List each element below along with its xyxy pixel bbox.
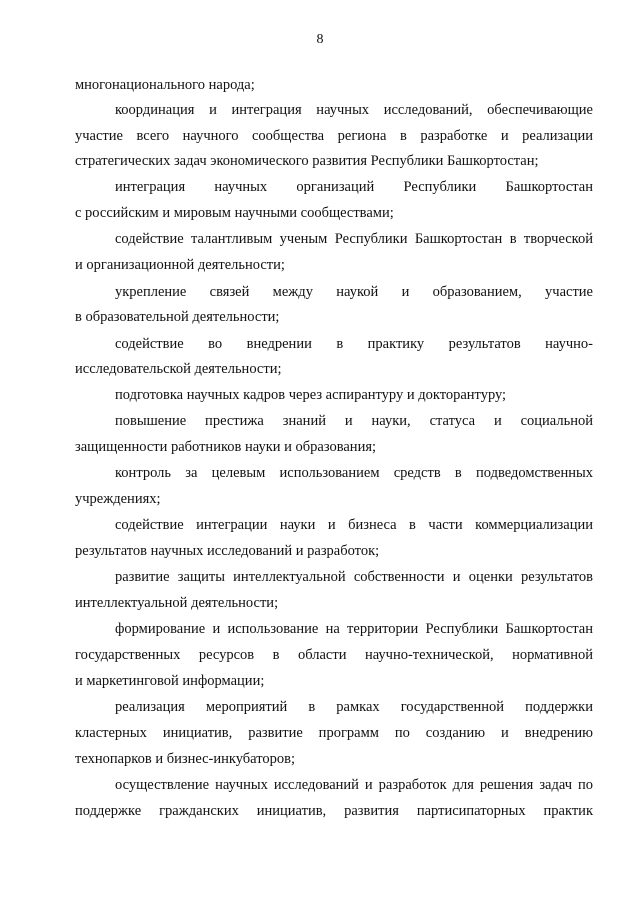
text-line: развитие защиты интеллектуальной собственности и оценки результатов (115, 569, 593, 585)
text-line: с российским и мировым научными сообществами; (75, 205, 394, 221)
text-line: защищенности работников науки и образования; (75, 439, 377, 455)
text-line: повышение престижа знаний и науки, статуса и социальной (115, 413, 593, 429)
text-line: поддержке гражданских инициатив, развития партисипаторных практик (75, 803, 593, 819)
text-line: кластерных инициатив, развитие программ по созданию и внедрению (75, 725, 593, 741)
text-line: исследовательской деятельности; (75, 361, 282, 377)
text-line: координация и интеграция научных исследований, обеспечивающие (115, 102, 593, 118)
text-line: участие всего научного сообщества региона в разработке и реализации (75, 128, 593, 144)
text-line: содействие во внедрении в практику результатов научно- (115, 336, 593, 352)
text-line: и маркетинговой информации; (75, 673, 265, 689)
text-line: в образовательной деятельности; (75, 309, 280, 325)
text-line: реализация мероприятий в рамках государственной поддержки (115, 699, 593, 715)
text-line: стратегических задач экономического развития Республики Башкортостан; (75, 153, 539, 169)
text-line: многонационального народа; (75, 77, 255, 93)
text-line: учреждениях; (75, 491, 161, 507)
text-line: и организационной деятельности; (75, 257, 285, 273)
text-line: укрепление связей между наукой и образованием, участие (115, 284, 593, 300)
text-line: интеграция научных организаций Республики Башкортостан (115, 179, 593, 195)
text-line: интеллектуальной деятельности; (75, 595, 279, 611)
text-line: технопарков и бизнес-инкубаторов; (75, 751, 296, 767)
text-line: осуществление научных исследований и разработок для решения задач по (115, 777, 593, 793)
text-line: контроль за целевым использованием средств в подведомственных (115, 465, 593, 481)
text-line: подготовка научных кадров через аспирантуру и докторантуру; (115, 387, 507, 403)
text-line: формирование и использование на территории Республики Башкортостан (115, 621, 593, 637)
page-number: 8 (316, 32, 324, 47)
text-line: содействие интеграции науки и бизнеса в части коммерциализации (115, 517, 593, 533)
text-line: содействие талантливым ученым Республики Башкортостан в творческой (115, 231, 593, 247)
text-line: государственных ресурсов в области научно-технической, нормативной (75, 647, 593, 663)
text-line: результатов научных исследований и разработок; (75, 543, 380, 559)
